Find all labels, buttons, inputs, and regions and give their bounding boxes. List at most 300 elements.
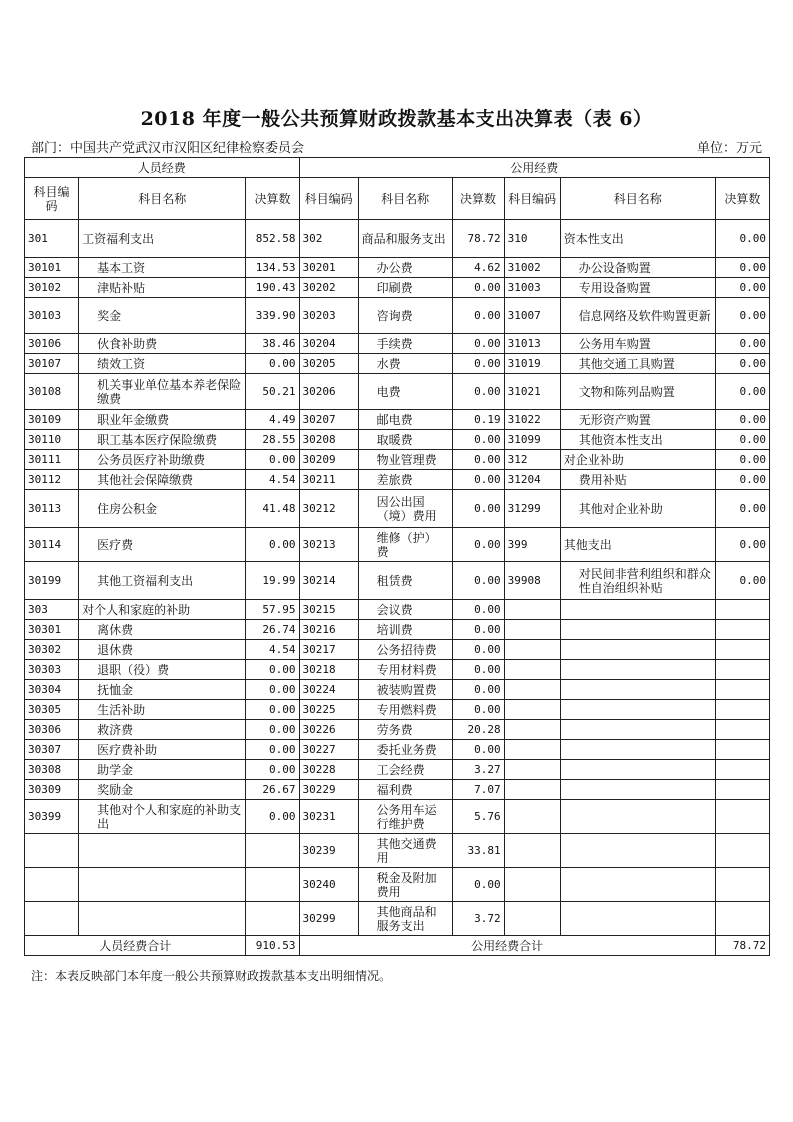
personnel-name: 津贴补贴	[79, 278, 246, 298]
capital-amount: 0.00	[715, 410, 769, 430]
capital-amount: 0.00	[715, 490, 769, 528]
table-row	[25, 760, 770, 780]
personnel-code: 30114	[25, 528, 79, 562]
column-header-code: 科目编码	[299, 178, 358, 220]
public-name: 取暖费	[358, 430, 452, 450]
personnel-name: 生活补助	[79, 700, 246, 720]
public-code: 30218	[299, 660, 358, 680]
public-code: 30228	[299, 760, 358, 780]
public-amount: 0.00	[452, 620, 504, 640]
capital-code	[504, 740, 560, 760]
public-name: 培训费	[358, 620, 452, 640]
capital-amount	[715, 680, 769, 700]
personnel-amount: 0.00	[246, 800, 299, 834]
column-header-name: 科目名称	[560, 178, 715, 220]
personnel-code: 30399	[25, 800, 79, 834]
public-code: 30211	[299, 470, 358, 490]
public-amount: 0.00	[452, 470, 504, 490]
public-amount: 0.19	[452, 410, 504, 430]
personnel-amount: 0.00	[246, 700, 299, 720]
capital-code: 31003	[504, 278, 560, 298]
personnel-name: 其他工资福利支出	[79, 562, 246, 600]
personnel-amount	[246, 868, 299, 902]
personnel-code: 30306	[25, 720, 79, 740]
public-name: 手续费	[358, 334, 452, 354]
capital-name: 公务用车购置	[560, 334, 715, 354]
table-row	[25, 430, 770, 450]
capital-code: 31019	[504, 354, 560, 374]
capital-amount: 0.00	[715, 220, 769, 258]
table-row	[25, 800, 770, 834]
public-code: 30209	[299, 450, 358, 470]
public-amount: 78.72	[452, 220, 504, 258]
capital-amount	[715, 868, 769, 902]
personnel-name: 奖金	[79, 298, 246, 334]
public-code: 30231	[299, 800, 358, 834]
personnel-name: 其他对个人和家庭的补助支出	[79, 800, 246, 834]
capital-name: 资本性支出	[560, 220, 715, 258]
capital-code	[504, 902, 560, 936]
capital-amount: 0.00	[715, 374, 769, 410]
public-name: 公务用车运行维护费	[358, 800, 452, 834]
personnel-amount: 0.00	[246, 680, 299, 700]
public-code: 30299	[299, 902, 358, 936]
capital-code: 31204	[504, 470, 560, 490]
public-amount: 0.00	[452, 740, 504, 760]
capital-code: 39908	[504, 562, 560, 600]
public-name: 税金及附加费用	[358, 868, 452, 902]
public-code: 30224	[299, 680, 358, 700]
personnel-name: 抚恤金	[79, 680, 246, 700]
public-code: 30226	[299, 720, 358, 740]
personnel-name: 职业年金缴费	[79, 410, 246, 430]
personnel-name: 其他社会保障缴费	[79, 470, 246, 490]
table-row	[25, 374, 770, 410]
public-code: 30205	[299, 354, 358, 374]
capital-code	[504, 640, 560, 660]
page-title: 2018 年度一般公共预算财政拨款基本支出决算表（表 6）	[140, 108, 653, 130]
personnel-name	[79, 902, 246, 936]
public-amount: 0.00	[452, 700, 504, 720]
capital-name	[560, 600, 715, 620]
capital-code	[504, 600, 560, 620]
public-amount: 20.28	[452, 720, 504, 740]
capital-name: 费用补贴	[560, 470, 715, 490]
public-code: 30212	[299, 490, 358, 528]
capital-amount	[715, 620, 769, 640]
public-name: 工会经费	[358, 760, 452, 780]
public-name: 维修（护）费	[358, 528, 452, 562]
capital-name	[560, 620, 715, 640]
personnel-amount: 852.58	[246, 220, 299, 258]
capital-code: 399	[504, 528, 560, 562]
capital-code	[504, 680, 560, 700]
public-name: 委托业务费	[358, 740, 452, 760]
capital-code: 31099	[504, 430, 560, 450]
capital-name	[560, 780, 715, 800]
personnel-code	[25, 902, 79, 936]
capital-code	[504, 760, 560, 780]
public-code: 30208	[299, 430, 358, 450]
personnel-code: 30302	[25, 640, 79, 660]
public-name: 邮电费	[358, 410, 452, 430]
public-name: 物业管理费	[358, 450, 452, 470]
capital-name	[560, 760, 715, 780]
capital-amount: 0.00	[715, 278, 769, 298]
public-code: 30216	[299, 620, 358, 640]
personnel-name: 基本工资	[79, 258, 246, 278]
table-row	[25, 354, 770, 374]
public-name: 差旅费	[358, 470, 452, 490]
capital-code	[504, 868, 560, 902]
expenditure-table	[24, 157, 770, 956]
table-row	[25, 298, 770, 334]
personnel-code: 30309	[25, 780, 79, 800]
personnel-amount: 0.00	[246, 354, 299, 374]
public-amount: 0.00	[452, 600, 504, 620]
column-header-row	[25, 178, 770, 220]
personnel-code: 30301	[25, 620, 79, 640]
personnel-amount: 26.67	[246, 780, 299, 800]
personnel-code: 30113	[25, 490, 79, 528]
capital-name	[560, 660, 715, 680]
public-amount: 0.00	[452, 298, 504, 334]
capital-name: 其他交通工具购置	[560, 354, 715, 374]
personnel-code: 30102	[25, 278, 79, 298]
public-name: 其他商品和服务支出	[358, 902, 452, 936]
group-header-row	[25, 158, 770, 178]
public-total-value: 78.72	[715, 936, 769, 956]
capital-code: 31021	[504, 374, 560, 410]
public-code: 30202	[299, 278, 358, 298]
public-name: 因公出国（境）费用	[358, 490, 452, 528]
personnel-name: 职工基本医疗保险缴费	[79, 430, 246, 450]
column-header-amount: 决算数	[715, 178, 769, 220]
public-name: 专用材料费	[358, 660, 452, 680]
table-row	[25, 450, 770, 470]
public-code: 30204	[299, 334, 358, 354]
personnel-name: 退职（役）费	[79, 660, 246, 680]
table-row	[25, 528, 770, 562]
personnel-amount: 190.43	[246, 278, 299, 298]
capital-name	[560, 640, 715, 660]
public-header: 公用经费	[299, 158, 770, 178]
public-amount: 7.07	[452, 780, 504, 800]
capital-amount	[715, 720, 769, 740]
public-code: 30207	[299, 410, 358, 430]
column-header-name: 科目名称	[79, 178, 246, 220]
personnel-amount: 4.49	[246, 410, 299, 430]
public-name: 其他交通费用	[358, 834, 452, 868]
capital-code: 312	[504, 450, 560, 470]
public-amount: 0.00	[452, 278, 504, 298]
personnel-code: 30303	[25, 660, 79, 680]
table-row	[25, 834, 770, 868]
personnel-amount: 0.00	[246, 660, 299, 680]
personnel-amount: 0.00	[246, 720, 299, 740]
capital-code	[504, 800, 560, 834]
capital-amount: 0.00	[715, 298, 769, 334]
personnel-amount: 0.00	[246, 450, 299, 470]
table-row	[25, 220, 770, 258]
capital-name: 其他支出	[560, 528, 715, 562]
capital-amount: 0.00	[715, 562, 769, 600]
personnel-amount: 0.00	[246, 760, 299, 780]
capital-code	[504, 780, 560, 800]
public-amount: 3.27	[452, 760, 504, 780]
personnel-amount: 339.90	[246, 298, 299, 334]
table-row	[25, 334, 770, 354]
personnel-header: 人员经费	[25, 158, 300, 178]
public-name: 福利费	[358, 780, 452, 800]
public-name: 电费	[358, 374, 452, 410]
public-amount: 0.00	[452, 562, 504, 600]
capital-amount	[715, 760, 769, 780]
public-amount: 0.00	[452, 660, 504, 680]
personnel-name	[79, 834, 246, 868]
personnel-code: 303	[25, 600, 79, 620]
personnel-code: 30308	[25, 760, 79, 780]
capital-amount: 0.00	[715, 354, 769, 374]
personnel-name: 绩效工资	[79, 354, 246, 374]
capital-name	[560, 800, 715, 834]
table-row	[25, 410, 770, 430]
personnel-amount	[246, 902, 299, 936]
personnel-code: 30103	[25, 298, 79, 334]
public-amount: 0.00	[452, 640, 504, 660]
personnel-name: 救济费	[79, 720, 246, 740]
public-name: 会议费	[358, 600, 452, 620]
capital-amount	[715, 800, 769, 834]
public-amount: 0.00	[452, 868, 504, 902]
public-code: 30203	[299, 298, 358, 334]
personnel-amount: 19.99	[246, 562, 299, 600]
personnel-amount: 50.21	[246, 374, 299, 410]
column-header-name: 科目名称	[358, 178, 452, 220]
public-total-label: 公用经费合计	[299, 936, 715, 956]
capital-name: 无形资产购置	[560, 410, 715, 430]
personnel-amount: 4.54	[246, 640, 299, 660]
personnel-amount: 28.55	[246, 430, 299, 450]
personnel-name	[79, 868, 246, 902]
capital-amount	[715, 660, 769, 680]
public-code: 30214	[299, 562, 358, 600]
personnel-code: 30111	[25, 450, 79, 470]
table-row	[25, 780, 770, 800]
public-name: 租赁费	[358, 562, 452, 600]
capital-amount	[715, 740, 769, 760]
personnel-amount: 4.54	[246, 470, 299, 490]
column-header-amount: 决算数	[246, 178, 299, 220]
public-name: 被装购置费	[358, 680, 452, 700]
public-amount: 0.00	[452, 450, 504, 470]
capital-name: 其他对企业补助	[560, 490, 715, 528]
public-amount: 0.00	[452, 430, 504, 450]
public-code: 30215	[299, 600, 358, 620]
capital-name: 信息网络及软件购置更新	[560, 298, 715, 334]
capital-amount: 0.00	[715, 528, 769, 562]
public-code: 30225	[299, 700, 358, 720]
personnel-code: 30109	[25, 410, 79, 430]
capital-code	[504, 700, 560, 720]
table-row	[25, 620, 770, 640]
table-row	[25, 740, 770, 760]
table-row	[25, 700, 770, 720]
capital-name	[560, 902, 715, 936]
capital-name	[560, 868, 715, 902]
personnel-code: 30108	[25, 374, 79, 410]
public-code: 302	[299, 220, 358, 258]
public-name: 水费	[358, 354, 452, 374]
capital-amount: 0.00	[715, 334, 769, 354]
personnel-code: 301	[25, 220, 79, 258]
personnel-amount: 0.00	[246, 740, 299, 760]
unit-label: 单位：万元	[696, 141, 762, 156]
personnel-name: 公务员医疗补助缴费	[79, 450, 246, 470]
capital-code: 31299	[504, 490, 560, 528]
public-code: 30217	[299, 640, 358, 660]
totals-row	[25, 936, 770, 956]
table-row	[25, 902, 770, 936]
personnel-name: 奖励金	[79, 780, 246, 800]
public-code: 30229	[299, 780, 358, 800]
public-amount: 33.81	[452, 834, 504, 868]
capital-code: 310	[504, 220, 560, 258]
personnel-code: 30107	[25, 354, 79, 374]
table-row	[25, 562, 770, 600]
footnote: 注：本表反映部门本年度一般公共预算财政拨款基本支出明细情况。	[31, 969, 392, 983]
personnel-amount: 38.46	[246, 334, 299, 354]
personnel-name: 住房公积金	[79, 490, 246, 528]
capital-name: 对企业补助	[560, 450, 715, 470]
personnel-code: 30112	[25, 470, 79, 490]
public-code: 30227	[299, 740, 358, 760]
capital-name: 办公设备购置	[560, 258, 715, 278]
personnel-name: 工资福利支出	[79, 220, 246, 258]
personnel-total-label: 人员经费合计	[25, 936, 246, 956]
public-amount: 0.00	[452, 354, 504, 374]
table-row	[25, 600, 770, 620]
capital-name	[560, 720, 715, 740]
table-row	[25, 470, 770, 490]
table-row	[25, 868, 770, 902]
capital-code	[504, 834, 560, 868]
public-amount: 0.00	[452, 680, 504, 700]
personnel-code: 30101	[25, 258, 79, 278]
capital-amount: 0.00	[715, 430, 769, 450]
public-name: 商品和服务支出	[358, 220, 452, 258]
public-name: 办公费	[358, 258, 452, 278]
capital-code	[504, 620, 560, 640]
public-amount: 3.72	[452, 902, 504, 936]
public-amount: 5.76	[452, 800, 504, 834]
personnel-name: 机关事业单位基本养老保险缴费	[79, 374, 246, 410]
personnel-amount: 0.00	[246, 528, 299, 562]
public-code: 30206	[299, 374, 358, 410]
table-row	[25, 720, 770, 740]
capital-name: 专用设备购置	[560, 278, 715, 298]
public-name: 劳务费	[358, 720, 452, 740]
public-name: 咨询费	[358, 298, 452, 334]
capital-amount	[715, 780, 769, 800]
public-name: 公务招待费	[358, 640, 452, 660]
public-amount: 0.00	[452, 374, 504, 410]
personnel-code: 30304	[25, 680, 79, 700]
personnel-name: 医疗费	[79, 528, 246, 562]
column-header-code: 科目编码	[504, 178, 560, 220]
public-name: 印刷费	[358, 278, 452, 298]
personnel-amount: 134.53	[246, 258, 299, 278]
capital-amount	[715, 600, 769, 620]
capital-name	[560, 680, 715, 700]
personnel-amount	[246, 834, 299, 868]
capital-code: 31022	[504, 410, 560, 430]
column-header-code: 科目编码	[25, 178, 79, 220]
capital-amount: 0.00	[715, 470, 769, 490]
table-row	[25, 660, 770, 680]
column-header-amount: 决算数	[452, 178, 504, 220]
capital-name	[560, 834, 715, 868]
personnel-name: 助学金	[79, 760, 246, 780]
capital-amount	[715, 902, 769, 936]
personnel-amount: 57.95	[246, 600, 299, 620]
public-name: 专用燃料费	[358, 700, 452, 720]
personnel-name: 伙食补助费	[79, 334, 246, 354]
table-row	[25, 278, 770, 298]
table-row	[25, 640, 770, 660]
personnel-code	[25, 834, 79, 868]
public-amount: 0.00	[452, 528, 504, 562]
capital-code: 31013	[504, 334, 560, 354]
public-amount: 0.00	[452, 334, 504, 354]
capital-code: 31007	[504, 298, 560, 334]
table-row	[25, 680, 770, 700]
public-code: 30240	[299, 868, 358, 902]
personnel-code: 30110	[25, 430, 79, 450]
capital-code: 31002	[504, 258, 560, 278]
personnel-name: 医疗费补助	[79, 740, 246, 760]
capital-code	[504, 720, 560, 740]
personnel-code: 30305	[25, 700, 79, 720]
personnel-name: 离休费	[79, 620, 246, 640]
personnel-code: 30307	[25, 740, 79, 760]
personnel-name: 退休费	[79, 640, 246, 660]
capital-amount: 0.00	[715, 450, 769, 470]
public-code: 30201	[299, 258, 358, 278]
public-amount: 0.00	[452, 490, 504, 528]
capital-name: 对民间非营利组织和群众性自治组织补贴	[560, 562, 715, 600]
department-label: 部门：中国共产党武汉市汉阳区纪律检察委员会	[31, 141, 305, 156]
personnel-code: 30199	[25, 562, 79, 600]
public-amount: 4.62	[452, 258, 504, 278]
personnel-code: 30106	[25, 334, 79, 354]
capital-code	[504, 660, 560, 680]
personnel-name: 对个人和家庭的补助	[79, 600, 246, 620]
public-code: 30213	[299, 528, 358, 562]
table-row	[25, 490, 770, 528]
public-code: 30239	[299, 834, 358, 868]
capital-amount	[715, 700, 769, 720]
capital-name: 其他资本性支出	[560, 430, 715, 450]
personnel-amount: 41.48	[246, 490, 299, 528]
capital-name	[560, 700, 715, 720]
table-row	[25, 258, 770, 278]
personnel-amount: 26.74	[246, 620, 299, 640]
capital-name	[560, 740, 715, 760]
capital-amount	[715, 834, 769, 868]
capital-amount: 0.00	[715, 258, 769, 278]
personnel-code	[25, 868, 79, 902]
